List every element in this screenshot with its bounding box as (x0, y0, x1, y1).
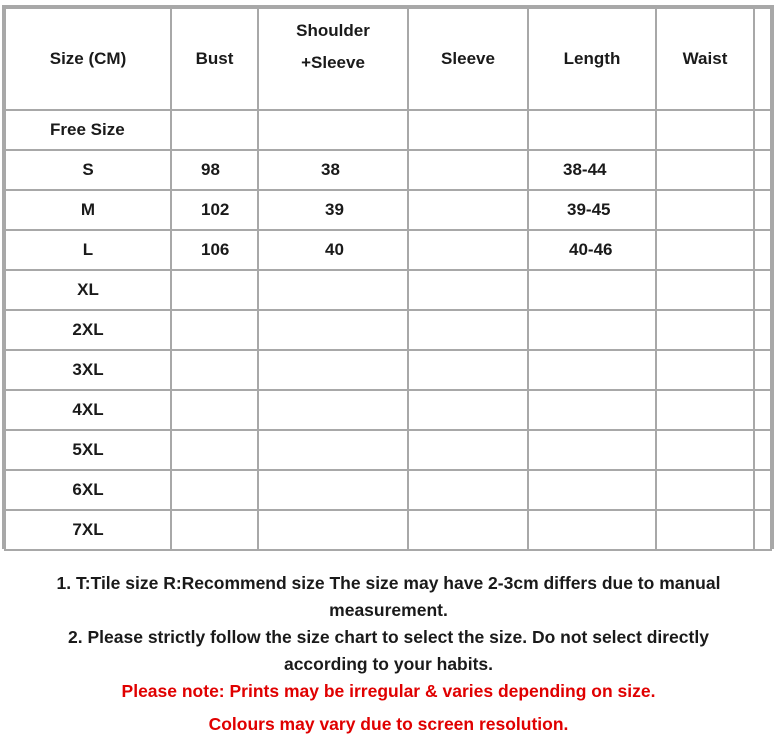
cell-shoulder: 40 (259, 231, 407, 269)
cell-sleeve (409, 271, 527, 309)
cell-sleeve (409, 351, 527, 389)
cell-extra (755, 431, 770, 469)
cell-sleeve (409, 231, 527, 269)
table-row (6, 471, 770, 509)
cell-sleeve (409, 391, 527, 429)
cell-size: 2XL (6, 311, 170, 349)
cell-sleeve (409, 511, 527, 549)
cell-extra (755, 191, 770, 229)
cell-bust (172, 111, 257, 149)
cell-extra (755, 351, 770, 389)
cell-bust (172, 351, 257, 389)
cell-sleeve (409, 191, 527, 229)
cell-waist (657, 191, 753, 229)
warning-colours: Colours may vary due to screen resolution. (208, 714, 569, 734)
cell-shoulder (259, 511, 407, 549)
cell-waist (657, 111, 753, 149)
cell-extra (755, 391, 770, 429)
cell-waist (657, 151, 753, 189)
table-row (6, 351, 770, 389)
header-size: Size (CM) (6, 9, 170, 109)
cell-length (529, 351, 655, 389)
cell-shoulder: 39 (259, 191, 407, 229)
cell-waist (657, 311, 753, 349)
table-row (6, 111, 770, 149)
cell-shoulder: 38 (259, 151, 407, 189)
header-sleeve: Sleeve (409, 9, 527, 109)
cell-size: 7XL (6, 511, 170, 549)
cell-bust (172, 511, 257, 549)
cell-bust (172, 391, 257, 429)
header-shoulder-sleeve (259, 9, 407, 109)
cell-bust (172, 431, 257, 469)
cell-waist (657, 351, 753, 389)
cell-shoulder (259, 431, 407, 469)
cell-waist (657, 231, 753, 269)
cell-sleeve (409, 471, 527, 509)
cell-waist (657, 391, 753, 429)
cell-sleeve (409, 111, 527, 149)
cell-length (529, 511, 655, 549)
header-length: Length (529, 9, 655, 109)
cell-size: XL (6, 271, 170, 309)
cell-size: 6XL (6, 471, 170, 509)
cell-length (529, 471, 655, 509)
cell-bust: 98 (172, 151, 257, 189)
cell-waist (657, 511, 753, 549)
cell-bust (172, 271, 257, 309)
note-2-line-1: 2. Please strictly follow the size chart to select the size. Do not select directly (68, 627, 709, 647)
cell-length (529, 311, 655, 349)
note-1-line-2: measurement. (329, 600, 448, 620)
cell-extra (755, 231, 770, 269)
table-row (6, 511, 770, 549)
cell-bust: 106 (172, 231, 257, 269)
cell-length: 40-46 (529, 231, 655, 269)
notes-block (0, 570, 777, 738)
cell-shoulder (259, 351, 407, 389)
cell-extra (755, 311, 770, 349)
cell-size: L (6, 231, 170, 269)
header-shoulder-line2: +Sleeve (301, 53, 365, 72)
table-row (6, 431, 770, 469)
cell-waist (657, 471, 753, 509)
table-row (6, 151, 770, 189)
note-2-line-2: according to your habits. (283, 654, 494, 674)
cell-length (529, 391, 655, 429)
table-row (6, 391, 770, 429)
cell-length: 39-45 (529, 191, 655, 229)
cell-bust (172, 311, 257, 349)
cell-shoulder (259, 311, 407, 349)
cell-size: M (6, 191, 170, 229)
header-bust: Bust (172, 9, 257, 109)
cell-extra (755, 111, 770, 149)
table-row (6, 311, 770, 349)
cell-extra (755, 151, 770, 189)
cell-extra (755, 511, 770, 549)
table-row (6, 271, 770, 309)
warning-prints: Please note: Prints may be irregular & varies depending on size. (121, 681, 656, 701)
cell-shoulder (259, 471, 407, 509)
cell-length (529, 271, 655, 309)
cell-waist (657, 431, 753, 469)
cell-sleeve (409, 311, 527, 349)
cell-size: S (6, 151, 170, 189)
size-chart-table (4, 7, 772, 551)
cell-bust: 102 (172, 191, 257, 229)
cell-extra (755, 471, 770, 509)
header-extra (755, 9, 770, 109)
cell-extra (755, 271, 770, 309)
cell-size: Free Size (6, 111, 170, 149)
cell-waist (657, 271, 753, 309)
header-waist: Waist (657, 9, 753, 109)
cell-size: 4XL (6, 391, 170, 429)
cell-size: 5XL (6, 431, 170, 469)
cell-sleeve (409, 431, 527, 469)
cell-length (529, 111, 655, 149)
note-1-line-1: 1. T:Tile size R:Recommend size The size may have 2-3cm differs due to manual (56, 573, 721, 593)
cell-sleeve (409, 151, 527, 189)
cell-bust (172, 471, 257, 509)
cell-shoulder (259, 391, 407, 429)
header-shoulder-line1: Shoulder (296, 21, 370, 40)
cell-length (529, 431, 655, 469)
cell-shoulder (259, 111, 407, 149)
cell-length: 38-44 (529, 151, 655, 189)
table-row (6, 231, 770, 269)
cell-shoulder (259, 271, 407, 309)
header-row (6, 9, 770, 109)
table-row (6, 191, 770, 229)
cell-size: 3XL (6, 351, 170, 389)
